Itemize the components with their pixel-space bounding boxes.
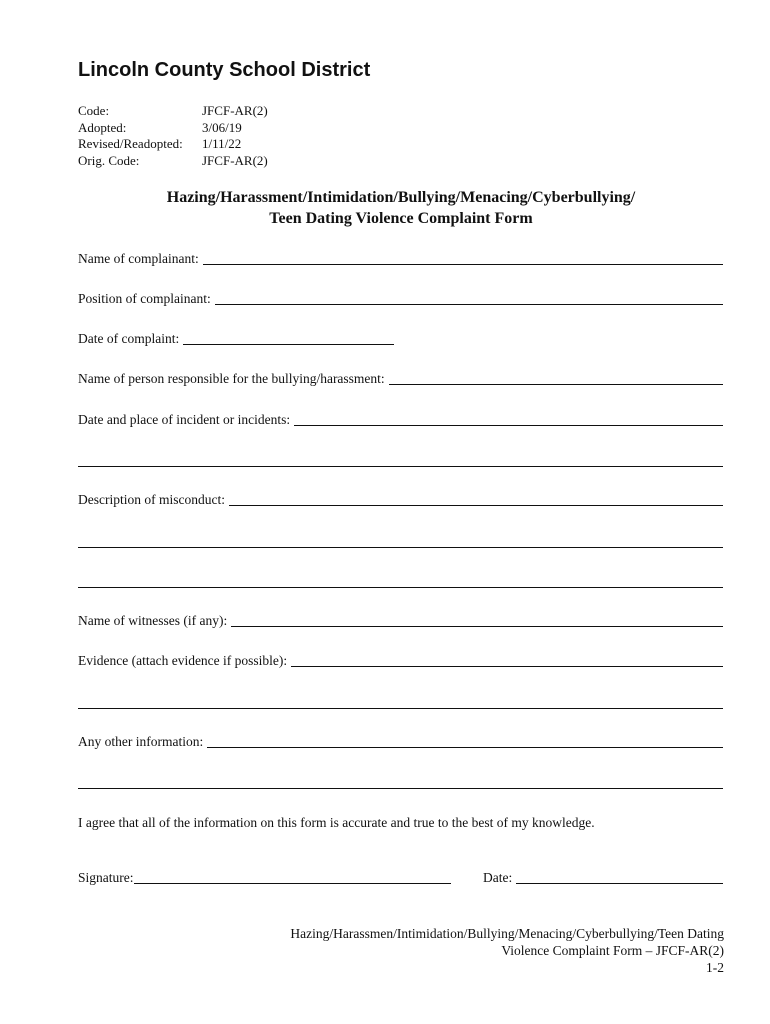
- field-label: Evidence (attach evidence if possible):: [78, 653, 288, 668]
- meta-row-orig-code: [78, 153, 268, 170]
- other-info-extra-line[interactable]: [78, 788, 723, 789]
- fill-line[interactable]: [183, 344, 394, 345]
- date-place-extra-line[interactable]: [78, 466, 723, 467]
- agreement-statement: I agree that all of the information on this form is accurate and true to the best of my knowledge.: [78, 815, 595, 830]
- witnesses-field[interactable]: [78, 613, 723, 629]
- complaint-date-field[interactable]: [78, 331, 394, 347]
- fill-line[interactable]: [291, 666, 723, 667]
- field-label: Position of complainant:: [78, 291, 211, 306]
- footer-line-2: Violence Complaint Form – JFCF-AR(2): [501, 943, 724, 958]
- meta-value: 1/11/22: [202, 136, 242, 151]
- district-name: Lincoln County School District: [78, 59, 371, 81]
- meta-value: 3/06/19: [202, 119, 242, 135]
- fill-line[interactable]: [231, 626, 723, 627]
- fill-line[interactable]: [229, 505, 723, 506]
- signature-field[interactable]: [78, 870, 451, 886]
- field-label: Name of complainant:: [78, 251, 199, 266]
- evidence-field[interactable]: [78, 653, 723, 669]
- fill-line[interactable]: [215, 304, 723, 305]
- form-title: [78, 187, 724, 229]
- field-label: Name of person responsible for the bullying/harassment:: [78, 371, 385, 386]
- date-place-field[interactable]: [78, 412, 723, 428]
- page-footer: [290, 925, 724, 976]
- evidence-extra-line[interactable]: [78, 708, 723, 709]
- page-number: 1-2: [706, 960, 724, 975]
- meta-row-adopted: [78, 120, 268, 137]
- fill-line[interactable]: [516, 883, 723, 884]
- description-extra-line-1[interactable]: [78, 547, 723, 548]
- field-label: Name of witnesses (if any):: [78, 613, 228, 628]
- fill-line[interactable]: [294, 425, 723, 426]
- person-responsible-field[interactable]: [78, 371, 723, 387]
- fill-line[interactable]: [134, 883, 452, 884]
- complainant-name-field[interactable]: [78, 251, 723, 267]
- fill-line[interactable]: [389, 384, 723, 385]
- field-label: Description of misconduct:: [78, 492, 225, 507]
- description-field[interactable]: [78, 492, 723, 508]
- meta-value: JFCF-AR(2): [202, 152, 268, 168]
- other-info-field[interactable]: [78, 734, 723, 750]
- meta-key: Orig. Code:: [78, 152, 140, 168]
- footer-line-1: Hazing/Harassmen/Intimidation/Bullying/Menacing/Cyberbullying/Teen Dating: [290, 926, 724, 941]
- form-title-line-2: Teen Dating Violence Complaint Form: [269, 210, 533, 227]
- policy-meta: [78, 103, 268, 169]
- field-label: Any other information:: [78, 734, 204, 749]
- meta-row-code: [78, 103, 268, 120]
- fill-line[interactable]: [207, 747, 723, 748]
- field-label: Signature:: [78, 870, 134, 885]
- form-title-line-1: Hazing/Harassment/Intimidation/Bullying/Menacing/Cyberbullying/: [166, 189, 636, 206]
- signature-date-field[interactable]: [483, 870, 723, 886]
- meta-value: JFCF-AR(2): [202, 103, 268, 118]
- field-label: Date:: [483, 870, 513, 885]
- meta-key: Adopted:: [78, 119, 127, 135]
- complainant-position-field[interactable]: [78, 291, 723, 307]
- fill-line[interactable]: [203, 264, 723, 265]
- meta-row-revised: [78, 136, 268, 153]
- field-label: Date of complaint:: [78, 331, 180, 346]
- description-extra-line-2[interactable]: [78, 587, 723, 588]
- meta-key: Revised/Readopted:: [78, 136, 183, 151]
- meta-key: Code:: [78, 103, 110, 118]
- field-label: Date and place of incident or incidents:: [78, 412, 291, 427]
